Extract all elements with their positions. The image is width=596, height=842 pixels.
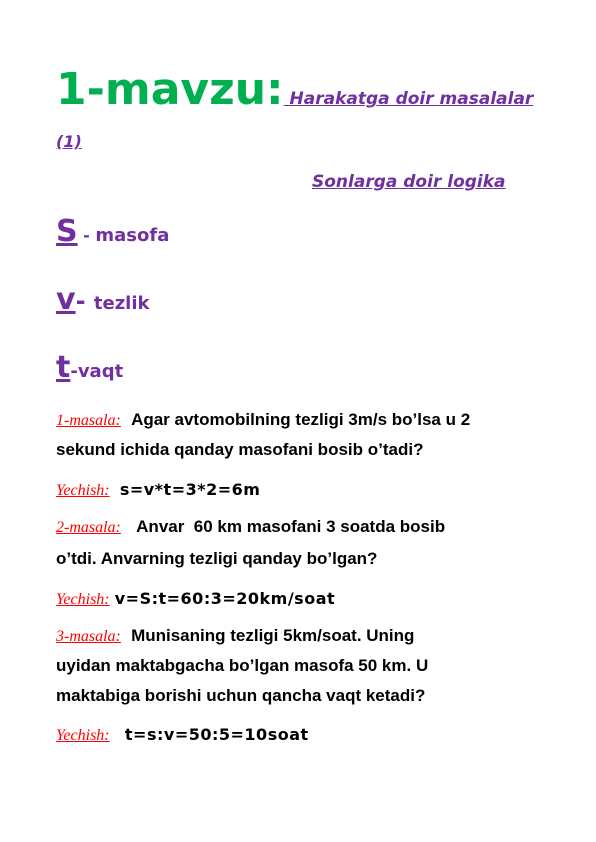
solution-label: Yechish: <box>56 591 110 608</box>
problem-text: uyidan maktabgacha bo’lgan masofa 50 km. U <box>56 656 429 675</box>
solution-text: t=s:v=50:5=10soat <box>124 725 309 744</box>
problem-1 <box>56 410 470 430</box>
solution-text: s=v*t=3*2=6m <box>119 480 261 499</box>
problem-text: sekund ichida qanday masofani bosib o’tadi? <box>56 440 424 459</box>
solution-1 <box>56 480 260 500</box>
topic-part: (1) <box>56 132 82 151</box>
solution-text: v=S:t=60:3=20km/soat <box>114 589 336 608</box>
definition-separator: - <box>77 226 96 245</box>
solution-3 <box>56 725 309 745</box>
problem-label: 3-masala: <box>56 628 121 645</box>
solution-label: Yechish: <box>56 482 110 499</box>
problem-text: o’tdi. Anvarning tezligi qanday bo’lgan? <box>56 549 378 568</box>
topic-heading <box>56 64 533 115</box>
definition-distance <box>56 214 169 249</box>
problem-3 <box>56 626 414 646</box>
definition-letter: S <box>56 214 78 249</box>
problem-2 <box>56 517 445 537</box>
topic-title: Harakatga doir masalalar <box>283 89 534 109</box>
problem-label: 1-masala: <box>56 412 121 429</box>
solution-2 <box>56 589 335 609</box>
topic-number: 1-mavzu: <box>56 64 284 115</box>
problem-text: Anvar 60 km masofani 3 soatda bosib <box>136 517 446 536</box>
definition-time <box>56 350 123 385</box>
definition-word: masofa <box>95 225 170 246</box>
definition-word: tezlik <box>93 293 150 314</box>
definition-speed <box>56 282 150 317</box>
definition-word: -vaqt <box>70 361 124 382</box>
subtopic-title: Sonlarga doir logika <box>312 172 506 192</box>
problem-text: Agar avtomobilning tezligi 3m/s bo’lsa u 2 <box>131 410 471 429</box>
definition-letter: t <box>56 350 71 385</box>
problem-text: Munisaning tezligi 5km/soat. Uning <box>131 626 415 645</box>
problem-text: maktabiga borishi uchun qancha vaqt ketadi? <box>56 686 426 705</box>
problem-label: 2-masala: <box>56 519 121 536</box>
solution-label: Yechish: <box>56 727 110 744</box>
definition-letter: v <box>56 282 76 317</box>
definition-separator: - <box>75 287 94 315</box>
